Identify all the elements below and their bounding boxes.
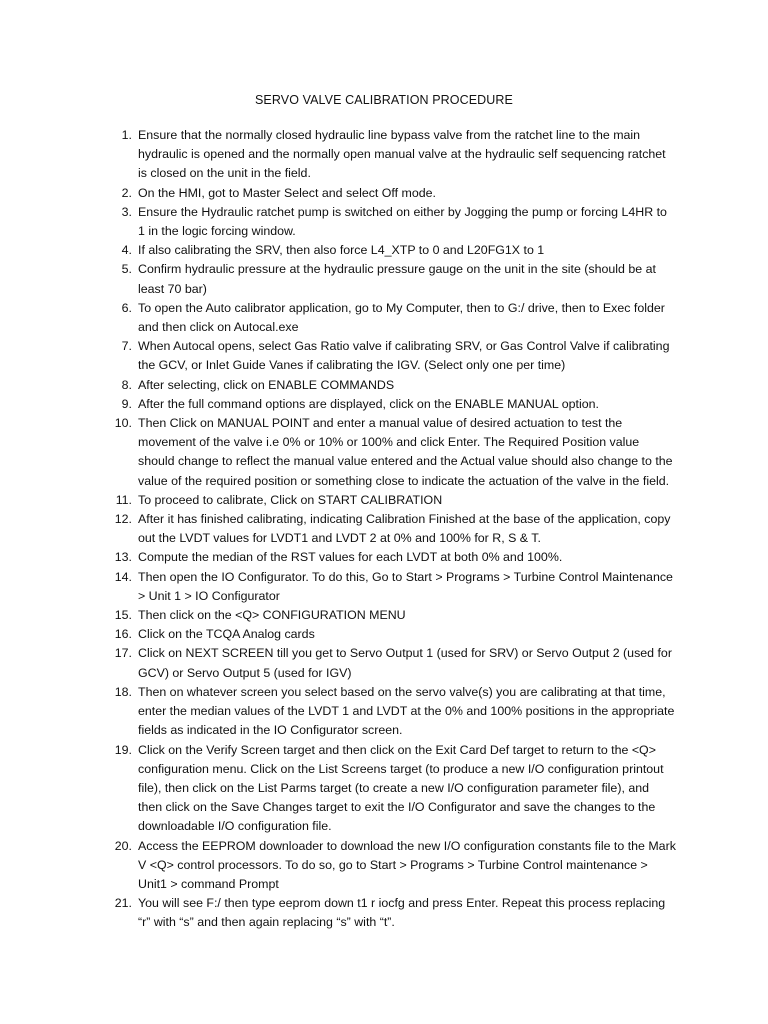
procedure-step-9 [110, 395, 676, 414]
step-text: If also calibrating the SRV, then also force L4_XTP to 0 and L20FG1X to 1 [138, 243, 545, 258]
step-text: Compute the median of the RST values for each LVDT at both 0% and 100%. [138, 550, 563, 565]
step-number: 19. [114, 742, 132, 757]
procedure-step-2 [110, 184, 676, 203]
step-text: To open the Auto calibrator application, go to My Computer, then to G:/ drive, then to Exec folder and then click on Autocal.exe [138, 300, 665, 335]
step-text: Then Click on MANUAL POINT and enter a manual value of desired actuation to test the movement of the valve i.e 0% or 10% or 100% and click Enter. The Required Position value should change to reflect the manual value entered and the Actual value should also change to the value of the required position or something close to indicate the actuation of the valve in the field. [138, 416, 673, 488]
procedure-step-7 [110, 337, 676, 375]
procedure-step-13 [110, 548, 676, 567]
step-text: Confirm hydraulic pressure at the hydraulic pressure gauge on the unit in the site (should be at least 70 bar) [138, 262, 656, 296]
step-number: 4. [121, 243, 132, 258]
procedure-steps-list [110, 126, 676, 933]
step-number: 15. [114, 608, 132, 623]
step-text: Ensure the Hydraulic ratchet pump is switched on either by Jogging the pump or forcing L4HR to 1 in the logic forcing window. [138, 204, 667, 239]
step-text: You will see F:/ then type eeprom down t1 r iocfg and press Enter. Repeat this process replacing “r” with “s” and then again replacing “s” with “t”. [138, 896, 666, 930]
procedure-step-17 [110, 644, 676, 682]
step-number: 1. [121, 128, 132, 142]
step-text: Then click on the <Q> CONFIGURATION MENU [138, 608, 406, 623]
step-text: Click on the Verify Screen target and then click on the Exit Card Def target to return to the <Q> configuration menu. Click on the List Screens target (to produce a new I/O configuration printout file), then click on the List Parms target (to create a new I/O configuration parameter file), and then click on the Save Changes target to exit the I/O Configurator and save the changes to the downloadable I/O configuration file. [138, 742, 664, 834]
step-text: Then on whatever screen you select based on the servo valve(s) you are calibrating at that time, enter the median values of the LVDT 1 and LVDT at the 0% and 100% positions in the appropriate fields as indicated in the IO Configurator screen. [138, 684, 675, 738]
procedure-step-4 [110, 241, 676, 260]
step-text: Then open the IO Configurator. To do this, Go to Start > Programs > Turbine Control Maintenance > Unit 1 > IO Configurator [138, 569, 673, 603]
step-number: 2. [121, 185, 132, 200]
procedure-step-10 [110, 414, 676, 491]
procedure-step-14 [110, 568, 676, 606]
step-text: Access the EEPROM downloader to download the new I/O configuration constants file to the Mark V <Q> control processors. To do so, go to Start > Programs > Turbine Control maintenance > Unit1 > command Prompt [138, 838, 676, 891]
procedure-step-11 [110, 491, 676, 510]
step-number: 9. [121, 396, 132, 411]
procedure-step-18 [110, 683, 676, 741]
step-number: 3. [121, 204, 132, 219]
step-text: Click on NEXT SCREEN till you get to Servo Output 1 (used for SRV) or Servo Output 2 (used for GCV) or Servo Output 5 (used for IGV) [138, 646, 672, 680]
step-number: 12. [114, 512, 132, 527]
step-number: 10. [114, 416, 132, 431]
procedure-step-5 [110, 260, 676, 298]
procedure-step-1 [110, 126, 676, 184]
step-text: After it has finished calibrating, indicating Calibration Finished at the base of the application, copy out the LVDT values for LVDT1 and LVDT 2 at 0% and 100% for R, S & T. [138, 512, 671, 546]
step-number: 5. [121, 262, 132, 277]
step-text: On the HMI, got to Master Select and select Off mode. [138, 185, 436, 200]
step-number: 11. [115, 492, 132, 507]
step-number: 14. [114, 569, 132, 584]
procedure-step-19 [110, 741, 676, 837]
step-number: 18. [114, 684, 132, 699]
procedure-step-21 [110, 894, 676, 932]
step-number: 21. [114, 896, 132, 911]
step-number: 8. [121, 377, 132, 392]
step-text: After selecting, click on ENABLE COMMANDS [138, 377, 395, 392]
procedure-step-3 [110, 203, 676, 241]
procedure-step-8 [110, 376, 676, 395]
document-title: SERVO VALVE CALIBRATION PROCEDURE [255, 93, 513, 107]
step-number: 20. [114, 838, 132, 853]
step-text: After the full command options are displayed, click on the ENABLE MANUAL option. [138, 396, 599, 411]
step-number: 13. [114, 550, 132, 565]
step-number: 7. [121, 339, 132, 354]
procedure-step-16 [110, 625, 676, 644]
step-text: To proceed to calibrate, Click on START CALIBRATION [138, 492, 443, 507]
step-text: Click on the TCQA Analog cards [138, 627, 315, 642]
step-text: When Autocal opens, select Gas Ratio valve if calibrating SRV, or Gas Control Valve if calibrating the GCV, or Inlet Guide Vanes if calibrating the IGV. (Select only one per time) [138, 339, 670, 373]
procedure-step-20 [110, 837, 676, 895]
step-number: 6. [121, 300, 132, 315]
procedure-step-6 [110, 299, 676, 337]
step-number: 17. [114, 646, 132, 661]
step-text: Ensure that the normally closed hydraulic line bypass valve from the ratchet line to the main hydraulic is opened and the normally open manual valve at the hydraulic self sequencing ratchet is closed on the unit in the field. [138, 128, 666, 181]
procedure-step-12 [110, 510, 676, 548]
procedure-step-15 [110, 606, 676, 625]
step-number: 16. [114, 627, 132, 642]
